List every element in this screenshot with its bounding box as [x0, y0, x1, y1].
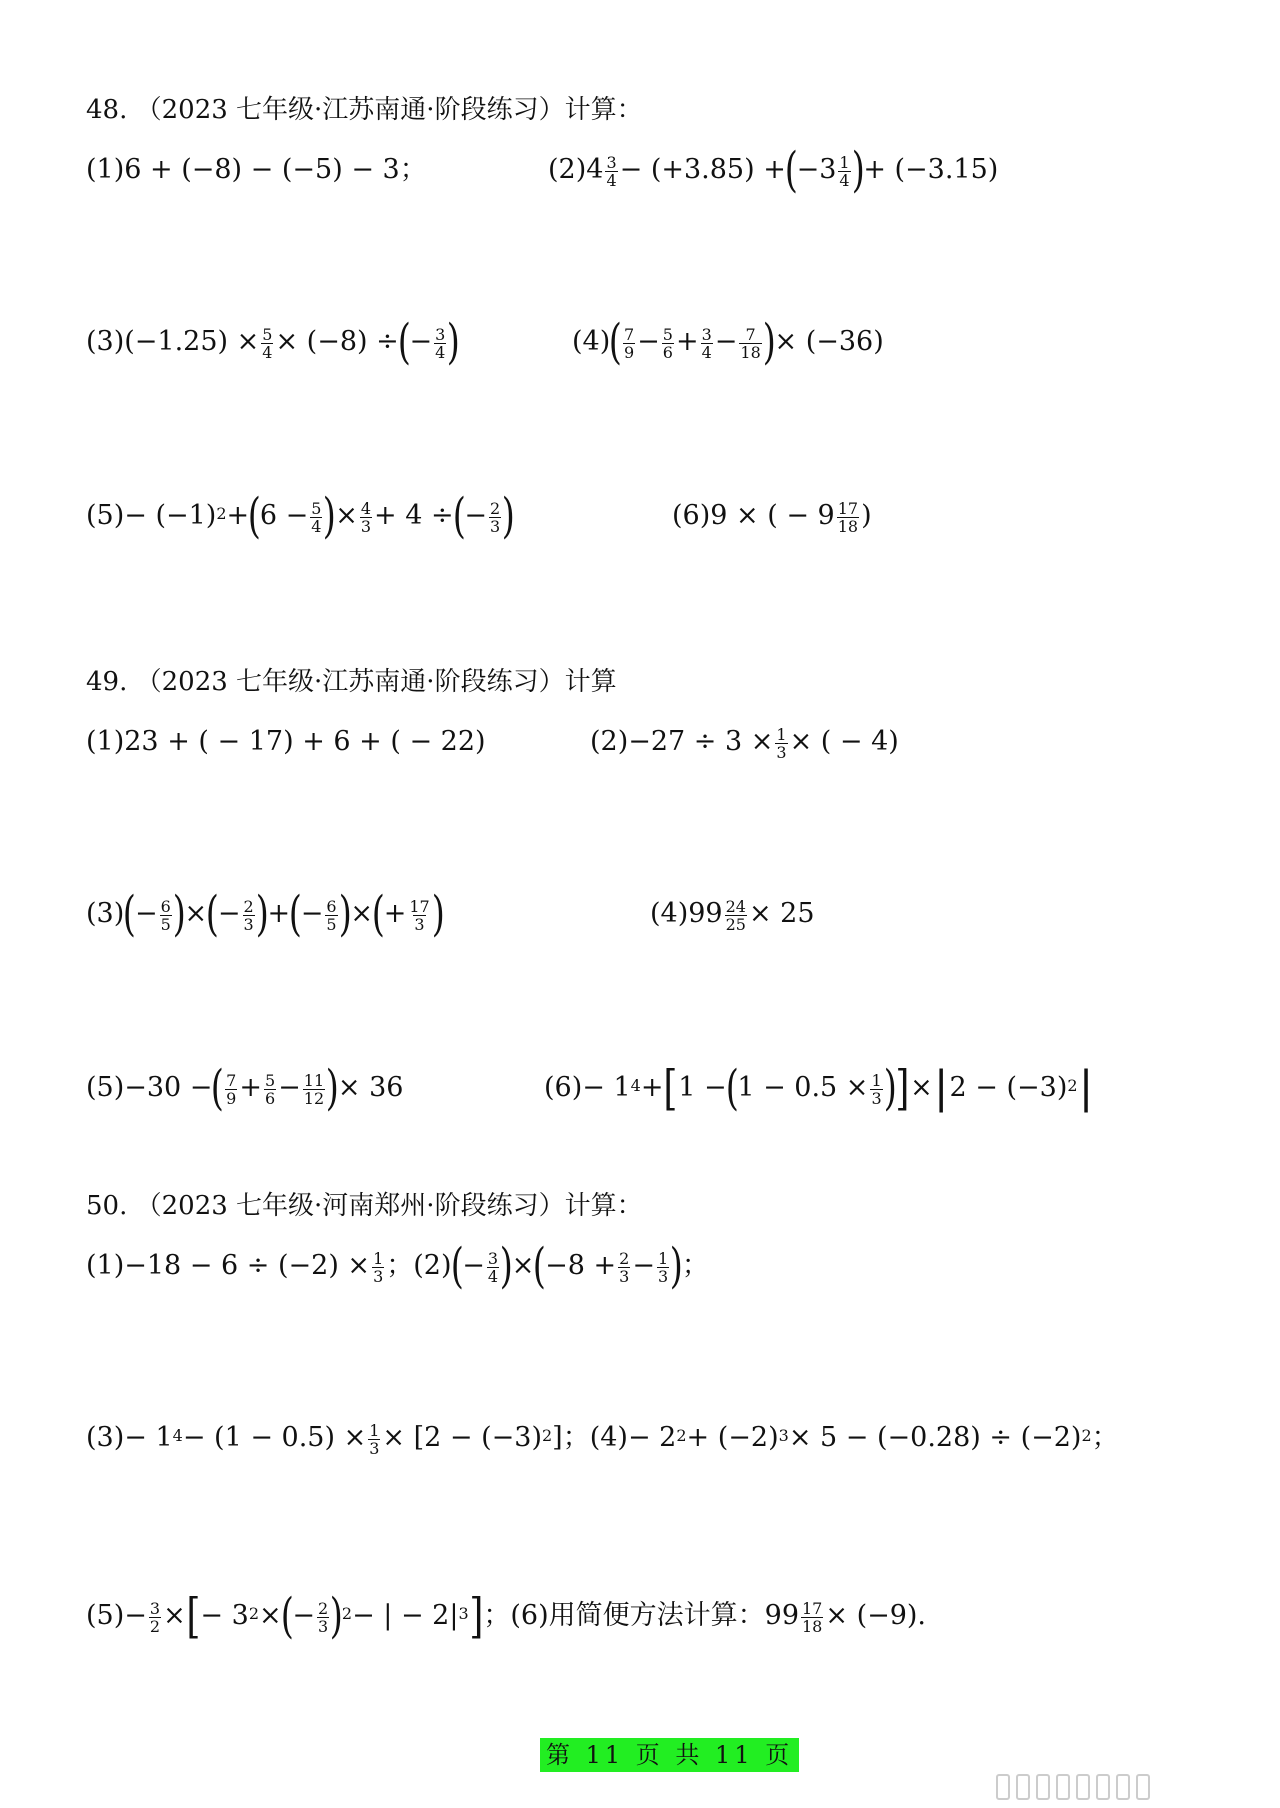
- q48-part4: (4) ( 7 9 − 5 6 + 3 4 − 7 18 ) × (−36): [572, 314, 884, 370]
- q48-part5: (5) − (−1) $^2$ + ( 6 − 5 4 ) × 4 3 + 4 ÷ ( − 2 3 ): [86, 488, 516, 544]
- watermark-bars: [996, 1776, 1236, 1798]
- q50-parts-1-2: (1) −18 − 6 ÷ (−2) × 1 3 ； (2) ( − 3 4 ) × ( −8 + 2 3 − 1 3 ) ；: [86, 1238, 709, 1294]
- q49-heading: 49. （2023 七年级·江苏南通·阶段练习）计算: [86, 667, 617, 697]
- q48-heading: 48. （2023 七年级·江苏南通·阶段练习）计算：: [86, 95, 643, 125]
- q49-part5: (5) −30 − ( 7 9 + 5 6 − 11 12 ) × 36: [86, 1060, 404, 1116]
- q48-part1: (1)6 + (−8) − (−5) − 3；: [86, 154, 427, 185]
- q49-part2: (2) −27 ÷ 3 × 1 3 × ( − 4): [590, 724, 899, 762]
- q49-part4: (4) 99 24 25 × 25: [650, 896, 815, 934]
- q48-part2: (2) 4 3 4 − (+3.85) + ( −3 1 4 ) + (−3.15): [548, 142, 999, 198]
- q50-parts-5-6: (5) − 3 2 × [ − 3 $^2$ × ( − 2 3 ) $^2$ − | − 2| $^3$ ] ； (6) 用简便方法计算： 99 17 18 × (−9).: [86, 1588, 927, 1644]
- page-number-footer: 第 11 页 共 11 页: [540, 1738, 799, 1772]
- q49-part1: (1)23 + ( − 17) + 6 + ( − 22): [86, 726, 486, 757]
- q50-parts-3-4: (3) − 1 $^4$ − (1 − 0.5) × 1 3 × [2 − (−3) $^2$ ]； (4) − 2 $^2$ + (−2) $^3$ × 5 − (−0.28) ÷ (−2) $^2$ ；: [86, 1420, 1119, 1458]
- q48-part6: (6) 9 × ( − 9 17 18 ): [672, 498, 872, 536]
- q49-part6: (6) − 1 $^4$ + [ 1 − ( 1 − 0.5 × 1 3 ) ] × | 2 − (−3) $^2$ |: [544, 1060, 1094, 1116]
- q49-part3: (3) ( − 6 5 ) × ( − 2 3 ) + ( − 6 5 ) × ( + 17 3 ): [86, 886, 445, 942]
- q48-part3: (3) (−1.25) × 5 4 × (−8) ÷ ( − 3 4 ): [86, 314, 461, 370]
- q50-heading: 50. （2023 七年级·河南郑州·阶段练习）计算：: [86, 1191, 643, 1221]
